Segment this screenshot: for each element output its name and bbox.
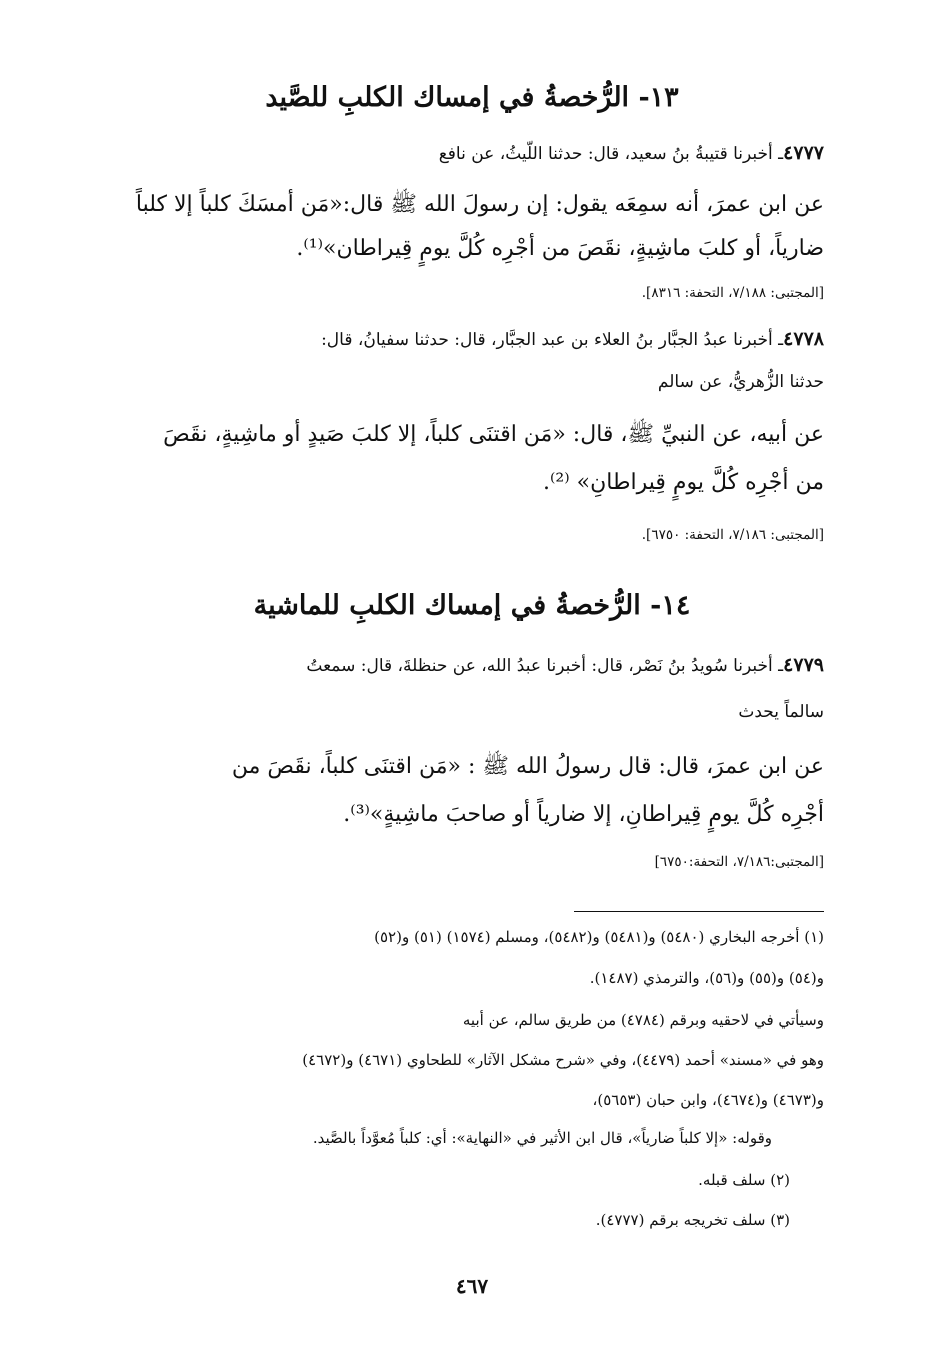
hadith-matn-line: عن ابن عمرَ، قال: قال رسولُ الله ﷺ : «مَن اقتنَى كلباً، نقَصَ من xyxy=(231,754,824,779)
section-heading: ١٣- الرُّخصةُ في إمساك الكلبِ للصَّيد xyxy=(265,82,679,113)
hadith-number: ٤٧٧٩ xyxy=(783,654,824,676)
footnote-divider xyxy=(574,911,824,912)
footnote-line: وهو في «مسند» أحمد (٤٤٧٩)، وفي «شرح مشكل الآثار» للطحاوي (٤٦٧١) و(٤٦٧٢) xyxy=(302,1051,824,1069)
page-number: ٤٦٧ xyxy=(455,1274,489,1298)
hadith-reference: [المجتبى: ٧/١٨٨، التحفة: ٨٣١٦]. xyxy=(641,285,824,301)
hadith-isnad xyxy=(306,654,824,676)
footnote-line: وقوله: «إلا كلباً ضارياً»، قال ابن الأثير في «النهاية»: أي: كلباً مُعوَّداً بالصَّيد. xyxy=(312,1129,772,1147)
footnote-line: و(٤٦٧٣) و(٤٦٧٤)، وابن حبان (٥٦٥٣)، xyxy=(592,1091,824,1109)
footnote-line: وسيأتي في لاحقيه وبرقم (٤٧٨٤) من طريق سالم، عن أبيه xyxy=(462,1011,824,1029)
section-heading: ١٤- الرُّخصةُ في إمساك الكلبِ للماشية xyxy=(253,590,691,621)
footnote-line: (٣) سلف تخريجه برقم (٤٧٧٧). xyxy=(595,1211,790,1229)
isnad-text: ـ أخبرنا قتيبةُ بنُ سعيد، قال: حدثنا اللّيثُ، عن نافع xyxy=(438,144,784,164)
hadith-isnad xyxy=(439,142,824,164)
hadith-matn-line: عن أبيه، عن النبيِّ ﷺ، قال: «مَن اقتنَى كلباً، إلا كلبَ صَيدٍ أو ماشِيةٍ، نقَصَ xyxy=(163,422,824,447)
footnote-line: (١) أخرجه البخاري (٥٤٨٠) و(٥٤٨١) و(٥٤٨٢)، ومسلم (١٥٧٤) (٥١) و(٥٢) xyxy=(374,928,824,946)
hadith-isnad-line: حدثنا الزُّهريُّ، عن سالم xyxy=(657,372,824,392)
footnote-line: (٢) سلف قبله. xyxy=(698,1171,790,1189)
hadith-matn-line: من أجْرِه كُلَّ يومٍ قِيراطانِ» ⁽²⁾. xyxy=(543,470,824,495)
isnad-text: ـ أخبرنا سُويدُ بنُ نَصْر، قال: أخبرنا عبدُ الله، عن حنظلةَ، قال: سمعتُ xyxy=(306,656,784,676)
hadith-reference: [المجتبى:٧/١٨٦، التحفة:٦٧٥٠] xyxy=(654,854,824,870)
hadith-reference: [المجتبى: ٧/١٨٦، التحفة: ٦٧٥٠]. xyxy=(641,527,824,543)
hadith-number: ٤٧٧٧ xyxy=(783,142,824,164)
hadith-isnad-line: سالماً يحدث xyxy=(738,702,824,722)
hadith-isnad xyxy=(321,328,824,350)
hadith-matn-line: أجْرِه كُلَّ يومٍ قِيراطانِ، إلا ضارياً أو صاحبَ ماشِيةٍ»⁽³⁾. xyxy=(343,802,824,827)
hadith-matn-line: ضارياً، أو كلبَ ماشِيةٍ، نقَصَ من أجْرِه كُلَّ يومٍ قِيراطان»⁽¹⁾. xyxy=(296,236,824,261)
hadith-matn-line: عن ابن عمرَ، أنه سمِعَه يقول: إن رسولَ الله ﷺ قال:«مَن أمسَكَ كلباً إلا كلباً xyxy=(135,192,824,217)
isnad-text: ـ أخبرنا عبدُ الجبَّار بنُ العلاء بن عبد الجبَّار، قال: حدثنا سفيانُ، قال: xyxy=(321,330,784,350)
hadith-number: ٤٧٧٨ xyxy=(783,328,824,350)
footnote-line: و(٥٤) و(٥٥) و(٥٦)، والترمذي (١٤٨٧). xyxy=(589,969,824,987)
